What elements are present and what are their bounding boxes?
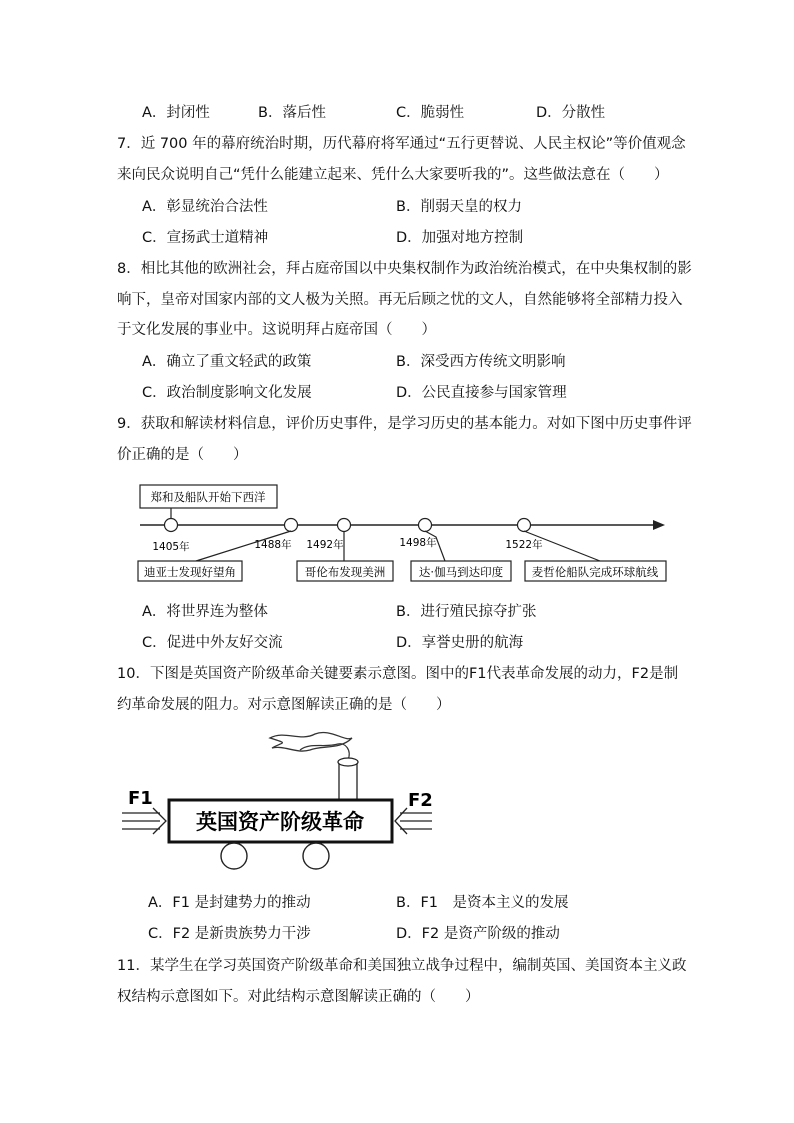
q8-stem-line-3: 于文化发展的事业中。这说明拜占庭帝国（ ） xyxy=(117,322,436,338)
q9-option-d: D．享誉史册的航海 xyxy=(396,635,524,651)
q7-option-b: B．削弱天皇的权力 xyxy=(396,199,522,215)
q11-stem-line-1: 11．某学生在学习英国资产阶级革命和美国独立战争过程中，编制英国、美国资本主义政 xyxy=(117,958,687,974)
timeline-event-1488: 迪亚士发现好望角 xyxy=(144,565,236,579)
q8-option-a: A．确立了重文轻武的政策 xyxy=(142,354,312,370)
q7-option-c: C．宣扬武士道精神 xyxy=(142,230,269,246)
q9-stem-line-1: 9．获取和解读材料信息，评价历史事件，是学习历史的基本能力。对如下图中历史事件评 xyxy=(117,416,692,432)
timeline-point-1492 xyxy=(338,519,351,532)
timeline-point-1488 xyxy=(285,519,298,532)
timeline-year-1498: 1498年 xyxy=(399,537,437,549)
q8-stem-line-1: 8．相比其他的欧洲社会，拜占庭帝国以中央集权制作为政治统治模式，在中央集权制的影 xyxy=(117,261,692,277)
timeline-year-1492: 1492年 xyxy=(306,539,344,551)
timeline-event-1522: 麦哲伦船队完成环球航线 xyxy=(531,565,659,579)
revolution-label: 英国资产阶级革命 xyxy=(196,810,364,834)
f1-label: F1 xyxy=(128,788,153,809)
q9-option-b: B．进行殖民掠夺扩张 xyxy=(396,604,537,620)
timeline-year-1522: 1522年 xyxy=(505,539,543,551)
q8-option-b: B．深受西方传统文明影响 xyxy=(396,354,566,370)
wheel-right-icon xyxy=(303,843,329,869)
q7-stem-line-2: 来向民众说明自己“凭什么能建立起来、凭什么大家要听我的”。这些做法意在（ ） xyxy=(117,167,669,183)
q11-stem-line-2: 权结构示意图如下。对此结构示意图解读正确的（ ） xyxy=(117,989,480,1005)
timeline-event-1492: 哥伦布发现美洲 xyxy=(304,565,386,579)
q10-stem-line-1: 10．下图是英国资产阶级革命关键要素示意图。图中的F1代表革命发展的动力，F2是制 xyxy=(117,666,679,682)
timeline-point-1405 xyxy=(165,519,178,532)
timeline-year-1488: 1488年 xyxy=(254,539,292,551)
q10-stem-line-2: 约革命发展的阻力。对示意图解读正确的是（ ） xyxy=(117,697,451,713)
q10-option-b: B．F1 是资本主义的发展 xyxy=(396,895,569,911)
q9-option-a: A．将世界连为整体 xyxy=(142,604,268,620)
timeline-point-1498 xyxy=(419,519,432,532)
q8-option-c: C．政治制度影响文化发展 xyxy=(142,385,312,401)
q6-option-b: B．落后性 xyxy=(258,105,326,121)
timeline-event-1405: 郑和及船队开始下西洋 xyxy=(150,490,266,504)
q8-stem-line-2: 响下，皇帝对国家内部的文人极为关照。再无后顾之忧的文人，自然能够将全部精力投入 xyxy=(117,292,683,308)
q10-option-a: A．F1 是封建势力的推动 xyxy=(148,895,311,911)
q10-revolution-diagram xyxy=(0,720,794,880)
f2-label: F2 xyxy=(408,790,433,811)
q7-option-a: A．彰显统治合法性 xyxy=(142,199,268,215)
q6-option-a: A．封闭性 xyxy=(142,105,210,121)
q9-option-c: C．促进中外友好交流 xyxy=(142,635,283,651)
q7-option-d: D．加强对地方控制 xyxy=(396,230,524,246)
timeline-event-1498: 达·伽马到达印度 xyxy=(418,565,504,579)
q10-option-d: D．F2 是资产阶级的推动 xyxy=(396,926,560,942)
q8-option-d: D．公民直接参与国家管理 xyxy=(396,385,567,401)
smoke-icon xyxy=(270,732,352,751)
q7-stem-line-1: 7．近 700 年的幕府统治时期，历代幕府将军通过“五行更替说、人民主权论”等价值观念 xyxy=(117,136,686,152)
q6-option-c: C．脆弱性 xyxy=(396,105,465,121)
timeline-arrow-icon xyxy=(653,520,665,530)
wheel-left-icon xyxy=(221,843,247,869)
q9-stem-line-2: 价正确的是（ ） xyxy=(117,447,248,463)
timeline-point-1522 xyxy=(518,519,531,532)
chimney-icon xyxy=(339,762,357,800)
q10-option-c: C．F2 是新贵族势力干涉 xyxy=(148,926,311,942)
q6-option-d: D．分散性 xyxy=(536,105,606,121)
timeline-year-1405: 1405年 xyxy=(152,541,190,553)
